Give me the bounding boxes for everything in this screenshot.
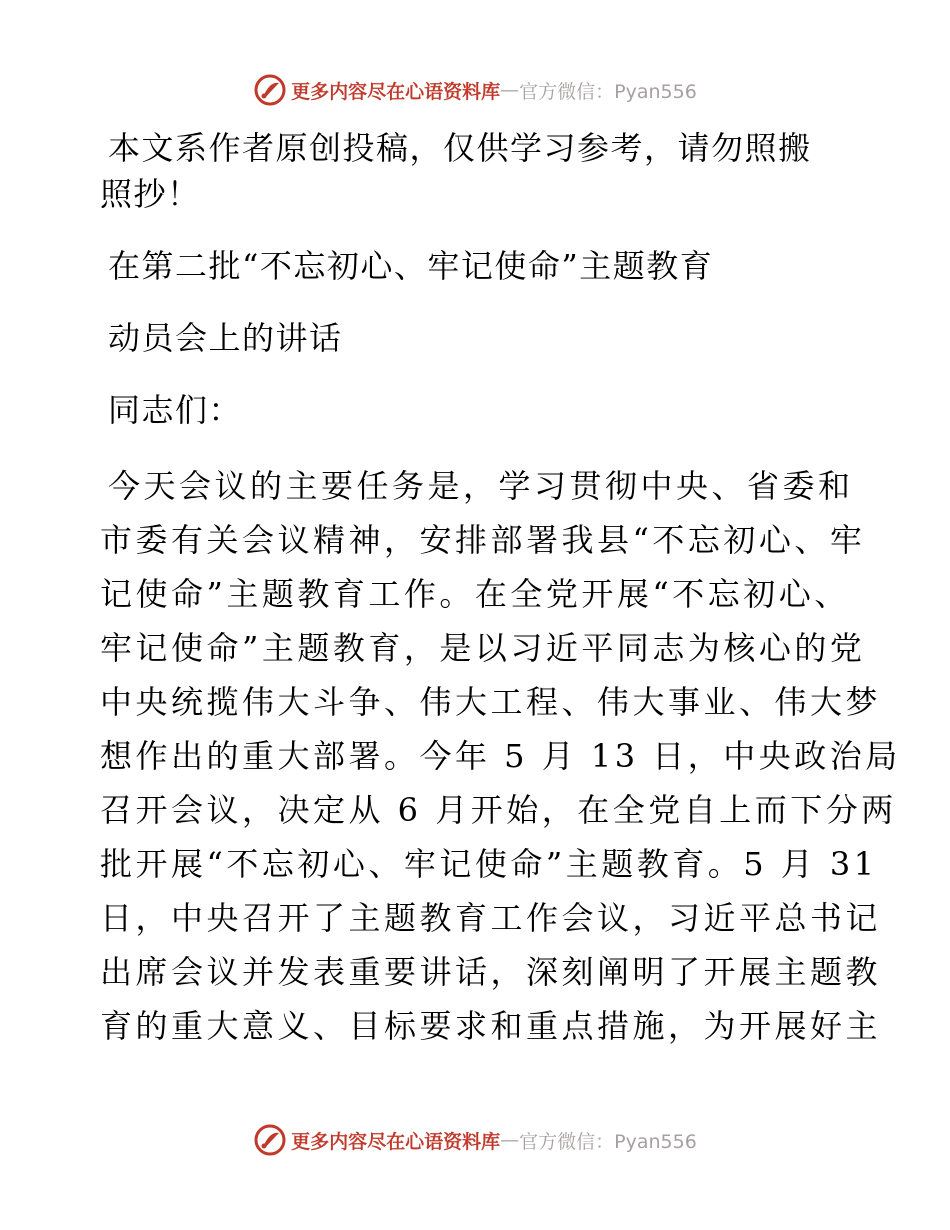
title-line: 在第二批“不忘初心、牢记使命”主题教育 bbox=[108, 247, 714, 285]
paragraph-line: 牢记使命”主题教育，是以习近平同志为核心的党 bbox=[100, 629, 866, 667]
paragraph-line: 出席会议并发表重要讲话，深刻阐明了开展主题教 bbox=[100, 953, 882, 991]
paragraph-line: 想作出的重大部署。今年 5 月 13 日，中央政治局 bbox=[100, 737, 901, 775]
speech-title bbox=[100, 243, 860, 361]
paragraph-line: 今天会议的主要任务是，学习贯彻中央、省委和 bbox=[108, 467, 854, 505]
document-body bbox=[100, 125, 901, 1053]
paragraph-line: 育的重大意义、目标要求和重点措施，为开展好主 bbox=[100, 1007, 882, 1045]
watermark-wechat: 官方微信：Pyan556 bbox=[519, 80, 697, 103]
paragraph-line: 中央统揽伟大斗争、伟大工程、伟大事业、伟大梦 bbox=[100, 683, 882, 721]
paragraph-line: 市委有关会议精神，安排部署我县“不忘初心、牢 bbox=[100, 521, 866, 559]
paragraph-line: 日，中央召开了主题教育工作会议，习近平总书记 bbox=[100, 899, 882, 937]
watermark-site-name: 更多内容尽在心语资料库 bbox=[291, 80, 501, 103]
paragraph-line: 批开展“不忘初心、牢记使命”主题教育。5 月 31 bbox=[100, 845, 878, 883]
salutation: 同志们： bbox=[108, 391, 243, 429]
speech-paragraph bbox=[100, 459, 901, 1053]
notice-block bbox=[100, 125, 860, 217]
watermark-separator: — bbox=[500, 79, 520, 101]
title-line: 动员会上的讲话 bbox=[108, 319, 343, 357]
header-watermark bbox=[0, 70, 950, 110]
notice-line: 照抄！ bbox=[100, 175, 201, 213]
brush-logo-icon bbox=[253, 73, 287, 107]
paragraph-line: 召开会议，决定从 6 月开始，在全党自上而下分两 bbox=[100, 791, 897, 829]
footer-watermark bbox=[0, 1120, 950, 1160]
brush-logo-icon bbox=[253, 1123, 287, 1157]
notice-line: 本文系作者原创投稿，仅供学习参考，请勿照搬 bbox=[108, 129, 812, 167]
paragraph-line: 记使命”主题教育工作。在全党开展“不忘初心、 bbox=[100, 575, 850, 613]
watermark-wechat: 官方微信：Pyan556 bbox=[519, 1130, 697, 1153]
watermark-separator: — bbox=[500, 1129, 520, 1151]
watermark-site-name: 更多内容尽在心语资料库 bbox=[291, 1130, 501, 1153]
